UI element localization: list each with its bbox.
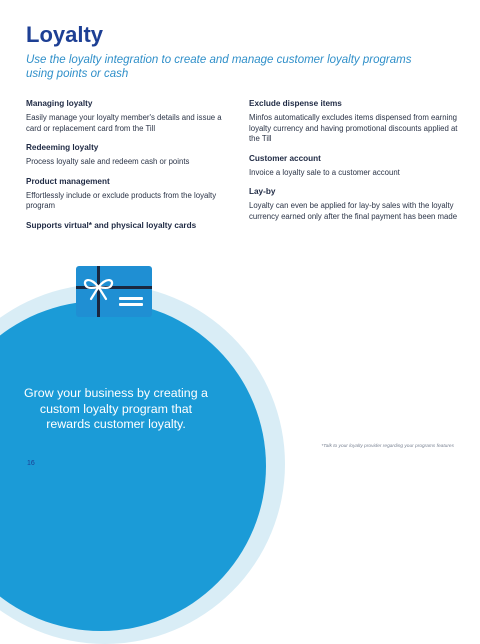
page-title: Loyalty [26,22,104,47]
feature-text: Process loyalty sale and redeem cash or points [26,157,190,167]
feature-text: Effortlessly include or exclude products from the loyalty program [26,190,217,211]
feature-heading: Exclude dispense items [249,99,342,108]
feature-heading: Supports virtual* and physical loyalty cards [26,220,197,230]
feature-heading: Managing loyalty [26,99,93,108]
feature-lay-by [249,187,461,222]
feature-product-management [26,177,231,212]
feature-exclude-dispense-items [249,99,461,145]
page-number: 16 [27,460,35,467]
feature-text: Invoice a loyalty sale to a customer account [249,167,400,177]
feature-managing-loyalty [26,99,231,134]
feature-heading: Lay-by [249,187,276,197]
feature-redeeming-loyalty [26,143,231,168]
footnote: *Talk to your loyalty provider regarding your programs features [321,444,454,449]
feature-heading: Product management [26,176,110,186]
features-right-column [249,99,461,232]
tagline: Grow your business by creating a custom loyalty program that rewards customer loyalty. [24,386,208,431]
feature-text: Easily manage your loyalty member's details and issue a card or replacement card from the Till [26,113,222,133]
page-subtitle: Use the loyalty integration to create and manage customer loyalty programs using points or cash [26,54,412,80]
feature-text: Minfos automatically excludes items dispensed from earning loyalty currency and having promotional discounts applied at the Till [249,113,458,144]
feature-heading: Customer account [249,153,321,163]
feature-customer-account [249,154,461,179]
features-left-column [26,99,231,240]
feature-heading: Redeeming loyalty [26,143,99,153]
gift-card-icon [76,266,152,317]
feature-virtual-physical-cards [26,221,231,231]
feature-text: Loyalty can even be applied for lay-by sales with the loyalty currency earned only after the final payment has been made [249,201,458,221]
